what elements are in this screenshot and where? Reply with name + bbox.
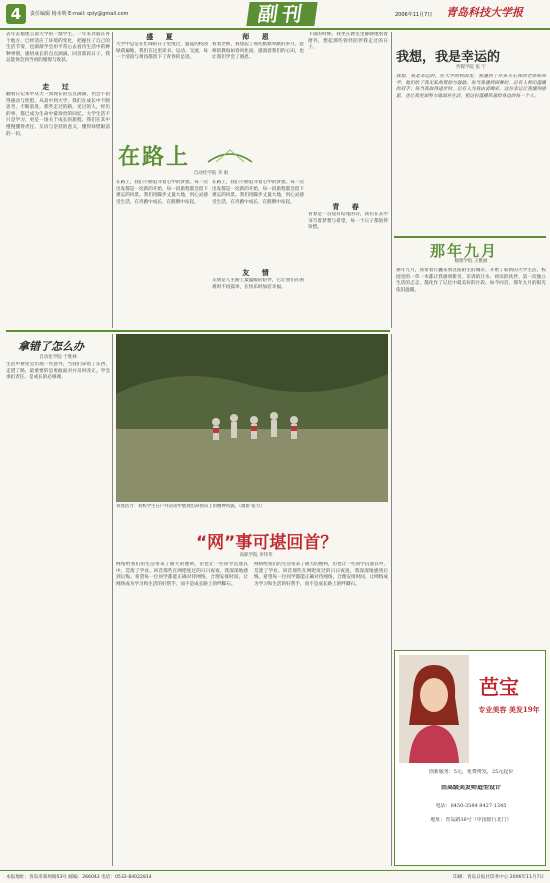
col4-heading: 青 春 — [332, 202, 364, 211]
ad-address: 地址：青岛路38号（中国银行北门） — [430, 817, 512, 823]
lucky-author: 传媒学院 张 宁 — [456, 65, 486, 70]
on-road-title: 在路上 — [118, 145, 191, 170]
editor-info: 责任编辑 杨本明 E-mail: qsly@gmail.com — [30, 11, 129, 17]
on-road-body: 在路上，我们不断追寻着心中的梦想。每一次出发都是一次新的开始，每一段旅程都会留下难忘的风景。我们用脚步丈量大地，用心灵感受生活，在奔跑中成长，在跌倒中站起。 — [116, 180, 208, 205]
september-author: 数理学院 王雅丽 — [454, 259, 488, 264]
divider — [391, 32, 392, 328]
lucky-title: 我想，我是幸运的 — [396, 50, 501, 65]
ad-phone: 电话：8450-3584 8427-1345 — [435, 803, 507, 809]
footer-left: 本报地址：青岛市郑州路53号 邮编：266042 电话：0532-84022814 — [6, 875, 152, 880]
col2-body: 大学中总是在忙碌的日子里度过，盛夏的校园绿荫遍地，我们在这里读书、运动、交流，每一个清晨与黄昏都留下了青春的足迹。 — [116, 42, 208, 61]
divider — [391, 334, 392, 866]
event-photo — [116, 334, 388, 502]
lost-author: 自动化学院 于胜林 — [39, 355, 77, 360]
issue-date: 2006年11月7日 — [395, 12, 433, 18]
lost-title: 拿错了怎么办 — [18, 340, 84, 353]
divider — [112, 32, 113, 328]
section-rule — [394, 236, 546, 238]
ad-subtitle: 专业美容 美发19年 — [478, 705, 540, 714]
ad-box — [394, 650, 546, 866]
ad-portrait — [399, 655, 469, 763]
lost-body: 生活中难免会出现一些意外，当我们拿错了东西、走错了路，最重要的是勇敢面对并及时改正。学会承担责任，是成长的必修课。 — [6, 362, 110, 381]
col4-body2: 青春是一首没有结尾的诗，我们在其中书写着梦想与希望，每一个日子都值得珍惜。 — [308, 212, 388, 231]
photo-caption: 青春活力：我校学生在户外活动中展现出昂扬向上的精神风貌。（摄影 张力） — [116, 504, 265, 509]
footer-right: 印刷：青岛日报社印务中心 2006年11月7日 — [453, 875, 544, 880]
lucky-body: 我想，我是幸运的。在大学的校园里，我遇到了许多关心我的老师和同学，他们给了我无私的帮助与鼓励。每当我遇到困难时，总有人伸出温暖的双手；每当我取得进步时，总有人为我由衷喝彩。这份幸运让我懂得感恩，也让我更加努力地面对生活，把这份温暖传递给身边的每一个人。 — [396, 74, 546, 99]
september-body: 那年九月，我带着行囊来到这座陌生的城市，开始了崭新的大学生活。校园里的一草一木都让我感到新奇，军训的汗水、初识的伙伴、第一次独立生活的忐忑，都化作了记忆中最美好的片段。如今回首，那年九月的阳光依旧温暖。 — [396, 268, 546, 293]
on-road-author: 自动化学院 李 娟 — [193, 171, 229, 176]
net-title: “网”事可堪回首？ — [196, 533, 338, 553]
section-title: 副刊 — [246, 2, 317, 26]
road-illustration — [206, 144, 254, 164]
col3-body: 看着老师，我想起了那些默默奉献的岁月。恩师的教诲如春风化雨，滋润着我们的心田，也让我们学会了感恩。 — [212, 42, 304, 61]
friendship-heading: 友 情 — [242, 268, 274, 277]
col1-body: 翻看日记本中从大一到现在的点点滴滴，仍会不由得感动与欣慰。从高中到大学，我们在成长中不断思考，不断前进。那些走过的路，见过的人，经历的事，都已成为生命中最珍贵的回忆。大学生活不只是学习，更是一场关于成长的旅程，我们在其中慢慢懂得责任、友谊与坚持的意义，懂得珍惜眼前的一切。 — [6, 92, 110, 137]
masthead: 青岛科技大学报 — [446, 6, 523, 19]
footer — [0, 870, 550, 883]
col3-heading: 师 恩 — [242, 32, 274, 41]
middle-rule — [6, 330, 390, 332]
net-body-1: 网络给我们的生活带来了极大的便利，但也让一些同学沉迷其中，荒废了学业。回首那些在网吧度过的日日夜夜，我深深地感到后悔。希望每一位同学都能正确对待网络，合理安排时间，让网络成为学习和生活的好帮手，而不是成长路上的绊脚石。 — [116, 562, 248, 587]
ad-brand: 芭宝 — [479, 675, 519, 699]
ad-promo: 创新服务：5元，免费剪发，25元起价 — [428, 769, 514, 775]
ad-line2: 由高级美发师造型设计 — [440, 785, 501, 791]
divider — [112, 334, 113, 866]
net-body-2: 网络给我们的生活带来了极大的便利，但也让一些同学沉迷其中，荒废了学业。回首那些在网吧度过的日日夜夜，我深深地感到后悔。希望每一位同学都能正确对待网络，合理安排时间，让网络成为学习和生活的好帮手，而不是成长路上的绊脚石。 — [254, 562, 388, 587]
header-bar — [0, 0, 550, 28]
september-title: 那年九月 — [430, 242, 499, 260]
col1-heading: 走 过 — [42, 82, 74, 91]
col1-intro: 去年去福建云南大学的一群学生，一年来奔波在各个地方，已经适应了环境的变化，把握住了自己的生活节奏，也渐渐学会用平常心去看待生活中的种种事情，感悟成长的点点滴滴。回首那段日子，我总能体会到当初的憧憬与收获。 — [6, 32, 110, 64]
page-number: 4 — [6, 4, 26, 24]
on-road-body-2: 在路上，我们不断追寻着心中的梦想。每一次出发都是一次新的开始，每一段旅程都会留下难忘的风景。我们用脚步丈量大地，用心灵感受生活，在奔跑中成长，在跌倒中站起。 — [212, 180, 304, 205]
col2-heading: 盛 夏 — [146, 32, 178, 41]
header-rule — [0, 28, 550, 30]
friendship-body: 友情是人生路上最温暖的陪伴，它让我们在困难时不再孤单，在快乐时加倍幸福。 — [212, 278, 304, 290]
net-author: 高职学院 李伟华 — [239, 553, 273, 558]
col4-body: 下雨的时候，我坐在教室里静静地看着窗外，想起那些曾经陪伴我走过的日子。 — [308, 32, 388, 51]
